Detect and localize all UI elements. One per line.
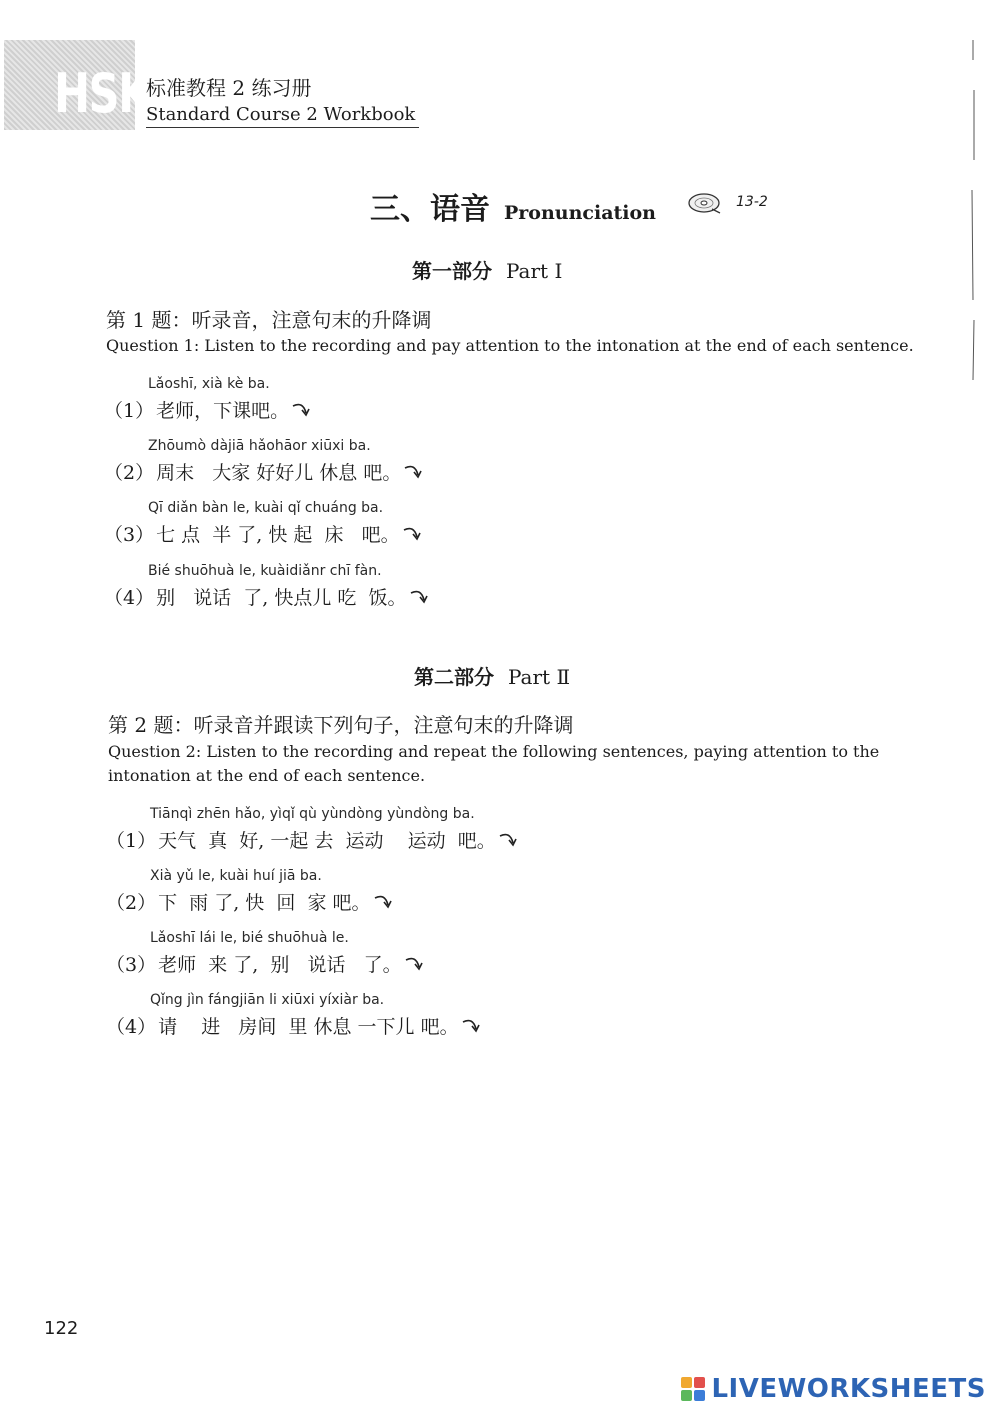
pinyin-line: Tiānqì zhēn hǎo, yìqǐ qù yùndòng yùndòng ba. <box>150 806 475 822</box>
hsk-logo <box>4 40 150 130</box>
pinyin-line: Qī diǎn bàn le, kuài qǐ chuáng ba. <box>148 500 384 516</box>
pinyin-line: Xià yǔ le, kuài huí jiā ba. <box>150 868 322 884</box>
falling-intonation-arrow-icon <box>404 953 426 975</box>
question1-zh: 第 1 题：听录音，注意句末的升降调 <box>106 308 432 332</box>
part2-title-zh: 第二部分 <box>414 665 494 689</box>
part1-title-zh: 第一部分 <box>412 259 492 283</box>
falling-intonation-arrow-icon <box>291 399 313 421</box>
question2-zh: 第 2 题：听录音并跟读下列句子，注意句末的升降调 <box>108 713 574 737</box>
part2-item-2 <box>106 868 395 915</box>
question2-en-line2: intonation at the end of each sentence. <box>108 766 426 785</box>
part2-item-3 <box>106 930 426 977</box>
sentence-line <box>106 888 395 915</box>
part2-item-4 <box>106 992 483 1039</box>
sentence-line <box>104 520 424 547</box>
section-title-en: Pronunciation <box>504 202 656 224</box>
hsk-logo-text: HSK <box>54 62 150 125</box>
sentence-line <box>106 950 426 977</box>
section-title <box>370 184 656 228</box>
sentence-text: 周末 大家 好好儿 休息 吧。 <box>156 462 402 484</box>
item-number: （2） <box>104 462 155 484</box>
sentence-text: 七 点 半 了, 快 起 床 吧。 <box>156 524 400 546</box>
falling-intonation-arrow-icon <box>461 1015 483 1037</box>
part2-item-1 <box>106 806 520 853</box>
sentence-line <box>106 1012 483 1039</box>
watermark-text: LIVEWORKSHEETS <box>711 1374 986 1404</box>
question2-en-line1: Question 2: Listen to the recording and repeat the following sentences, paying attention to the <box>108 742 880 761</box>
cd-icon <box>688 191 722 215</box>
item-number: （2） <box>106 892 157 914</box>
header-title-en: Standard Course 2 Workbook <box>146 104 419 128</box>
pinyin-line: Lǎoshī, xià kè ba. <box>148 376 270 392</box>
sentence-line <box>104 583 431 610</box>
part1-title <box>412 255 562 284</box>
liveworksheets-logo-icon <box>679 1375 707 1403</box>
falling-intonation-arrow-icon <box>403 461 425 483</box>
track-number: 13-2 <box>736 194 768 210</box>
pinyin-line: Zhōumò dàjiā hǎohāor xiūxi ba. <box>148 438 371 454</box>
falling-intonation-arrow-icon <box>373 891 395 913</box>
sentence-line <box>104 458 425 485</box>
pinyin-line: Qǐng jìn fángjiān li xiūxi yíxiàr ba. <box>150 992 385 1008</box>
part1-item-3 <box>104 500 424 547</box>
sentence-text: 下 雨 了, 快 回 家 吧。 <box>158 892 371 914</box>
item-number: （1） <box>104 400 155 422</box>
part1-item-2 <box>104 438 425 485</box>
question2-en <box>108 740 908 788</box>
scan-edge-marks <box>968 40 978 380</box>
item-number: （3） <box>106 954 157 976</box>
part1-title-en: Part Ⅰ <box>506 259 563 283</box>
item-number: （4） <box>104 587 155 609</box>
liveworksheets-watermark <box>679 1374 986 1404</box>
pinyin-line: Bié shuōhuà le, kuàidiǎnr chī fàn. <box>148 563 382 579</box>
falling-intonation-arrow-icon <box>498 829 520 851</box>
part1-item-1 <box>104 376 313 423</box>
falling-intonation-arrow-icon <box>402 523 424 545</box>
part2-title <box>414 661 570 690</box>
header-title-zh: 标准教程 2 练习册 <box>146 76 312 100</box>
pinyin-line: Lǎoshī lái le, bié shuōhuà le. <box>150 930 349 946</box>
falling-intonation-arrow-icon <box>409 586 431 608</box>
sentence-text: 请 进 房间 里 休息 一下儿 吧。 <box>158 1016 459 1038</box>
sentence-text: 老师 来 了, 别 说话 了。 <box>158 954 402 976</box>
item-number: （3） <box>104 524 155 546</box>
page-number: 122 <box>44 1318 79 1339</box>
section-title-zh: 三、语音 <box>370 192 490 227</box>
sentence-text: 老师，下课吧。 <box>156 400 290 422</box>
item-number: （4） <box>106 1016 157 1038</box>
part2-title-en: Part Ⅱ <box>508 665 571 689</box>
sentence-text: 天气 真 好, 一起 去 运动 运动 吧。 <box>158 830 496 852</box>
sentence-text: 别 说话 了, 快点儿 吃 饭。 <box>156 587 407 609</box>
item-number: （1） <box>106 830 157 852</box>
part1-item-4 <box>104 563 431 610</box>
sentence-line <box>106 826 520 853</box>
sentence-line <box>104 396 313 423</box>
question1-en: Question 1: Listen to the recording and pay attention to the intonation at the end of each sentence. <box>106 336 914 355</box>
